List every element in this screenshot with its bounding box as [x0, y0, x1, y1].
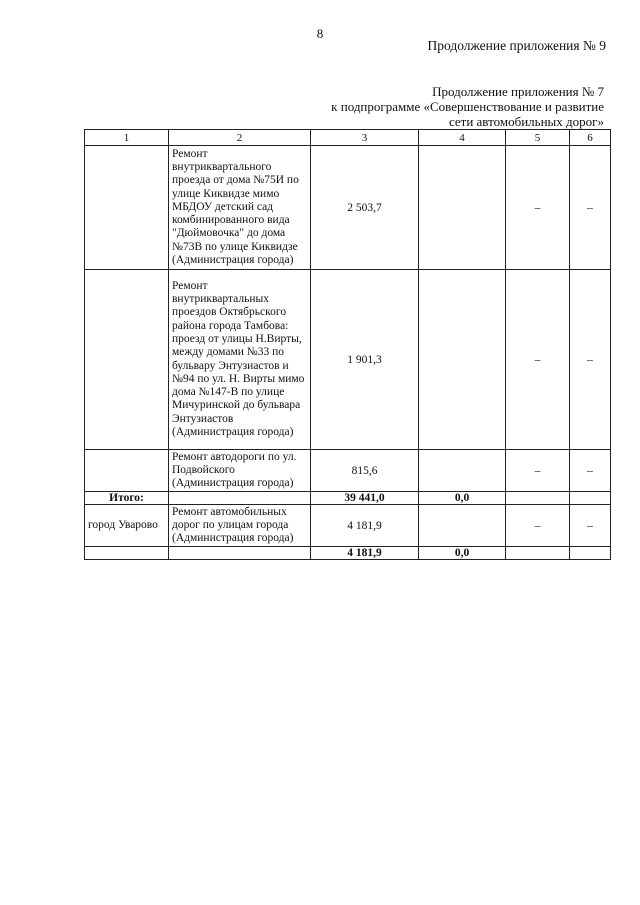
row-col4	[419, 450, 506, 492]
row-amount: 815,6	[311, 450, 419, 492]
row-amount: 1 901,3	[311, 270, 419, 450]
table-header-row	[85, 130, 611, 146]
row-col6: –	[570, 270, 611, 450]
row-col5: –	[506, 270, 570, 450]
row-description: Ремонт автодороги по ул. Подвойского (Администрация города)	[169, 450, 311, 492]
total-label: Итого:	[85, 492, 169, 505]
total-empty-cell	[506, 492, 570, 505]
table-row	[85, 505, 611, 547]
row-col6: –	[570, 505, 611, 547]
total-empty-cell	[570, 547, 611, 560]
total-row	[85, 492, 611, 505]
continuation-appendix-9: Продолжение приложения № 9	[427, 38, 606, 53]
total-empty-cell	[169, 492, 311, 505]
total-empty-cell	[85, 547, 169, 560]
row-col6: –	[570, 146, 611, 270]
table-row	[85, 146, 611, 270]
row-col6: –	[570, 450, 611, 492]
funding-table	[84, 129, 611, 560]
row-location	[85, 146, 169, 270]
header-line: к подпрограмме «Совершенствование и развитие	[331, 99, 604, 114]
total-row	[85, 547, 611, 560]
total-empty-cell	[506, 547, 570, 560]
row-col5: –	[506, 505, 570, 547]
row-amount: 2 503,7	[311, 146, 419, 270]
total-amount: 39 441,0	[311, 492, 419, 505]
row-col5: –	[506, 450, 570, 492]
total-empty-cell	[570, 492, 611, 505]
header-line: Продолжение приложения № 7	[432, 84, 604, 99]
table-row	[85, 450, 611, 492]
row-location: город Уварово	[85, 505, 169, 547]
row-amount: 4 181,9	[311, 505, 419, 547]
column-header: 3	[311, 130, 419, 146]
row-col4	[419, 505, 506, 547]
appendix-header	[274, 84, 604, 129]
row-location	[85, 450, 169, 492]
row-location	[85, 270, 169, 450]
row-description: Ремонт внутриквартального проезда от дома №75И по улице Киквидзе мимо МБДОУ детский сад комбинированного вида "Дюймовочка" до дома №73В по улице Киквидзе (Администрация города)	[169, 146, 311, 270]
row-description: Ремонт внутриквартальных проездов Октябрьского района города Тамбова: проезд от улицы Н.Вирты, между домами №33 по бульвару Энтузиастов и №94 по ул. Н. Вирты мимо дома №147-В по улице Мичуринской до бульвара Энтузиастов (Администрация города)	[169, 270, 311, 450]
column-header: 2	[169, 130, 311, 146]
total-amount: 4 181,9	[311, 547, 419, 560]
row-col4	[419, 146, 506, 270]
column-header: 6	[570, 130, 611, 146]
column-header: 1	[85, 130, 169, 146]
row-description: Ремонт автомобильных дорог по улицам города (Администрация города)	[169, 505, 311, 547]
column-header: 4	[419, 130, 506, 146]
page-number: 8	[316, 26, 324, 41]
header-line: сети автомобильных дорог»	[448, 114, 604, 129]
row-col5: –	[506, 146, 570, 270]
row-col4	[419, 270, 506, 450]
column-header: 5	[506, 130, 570, 146]
total-col4: 0,0	[419, 492, 506, 505]
total-empty-cell	[169, 547, 311, 560]
total-col4: 0,0	[419, 547, 506, 560]
table-row	[85, 270, 611, 450]
